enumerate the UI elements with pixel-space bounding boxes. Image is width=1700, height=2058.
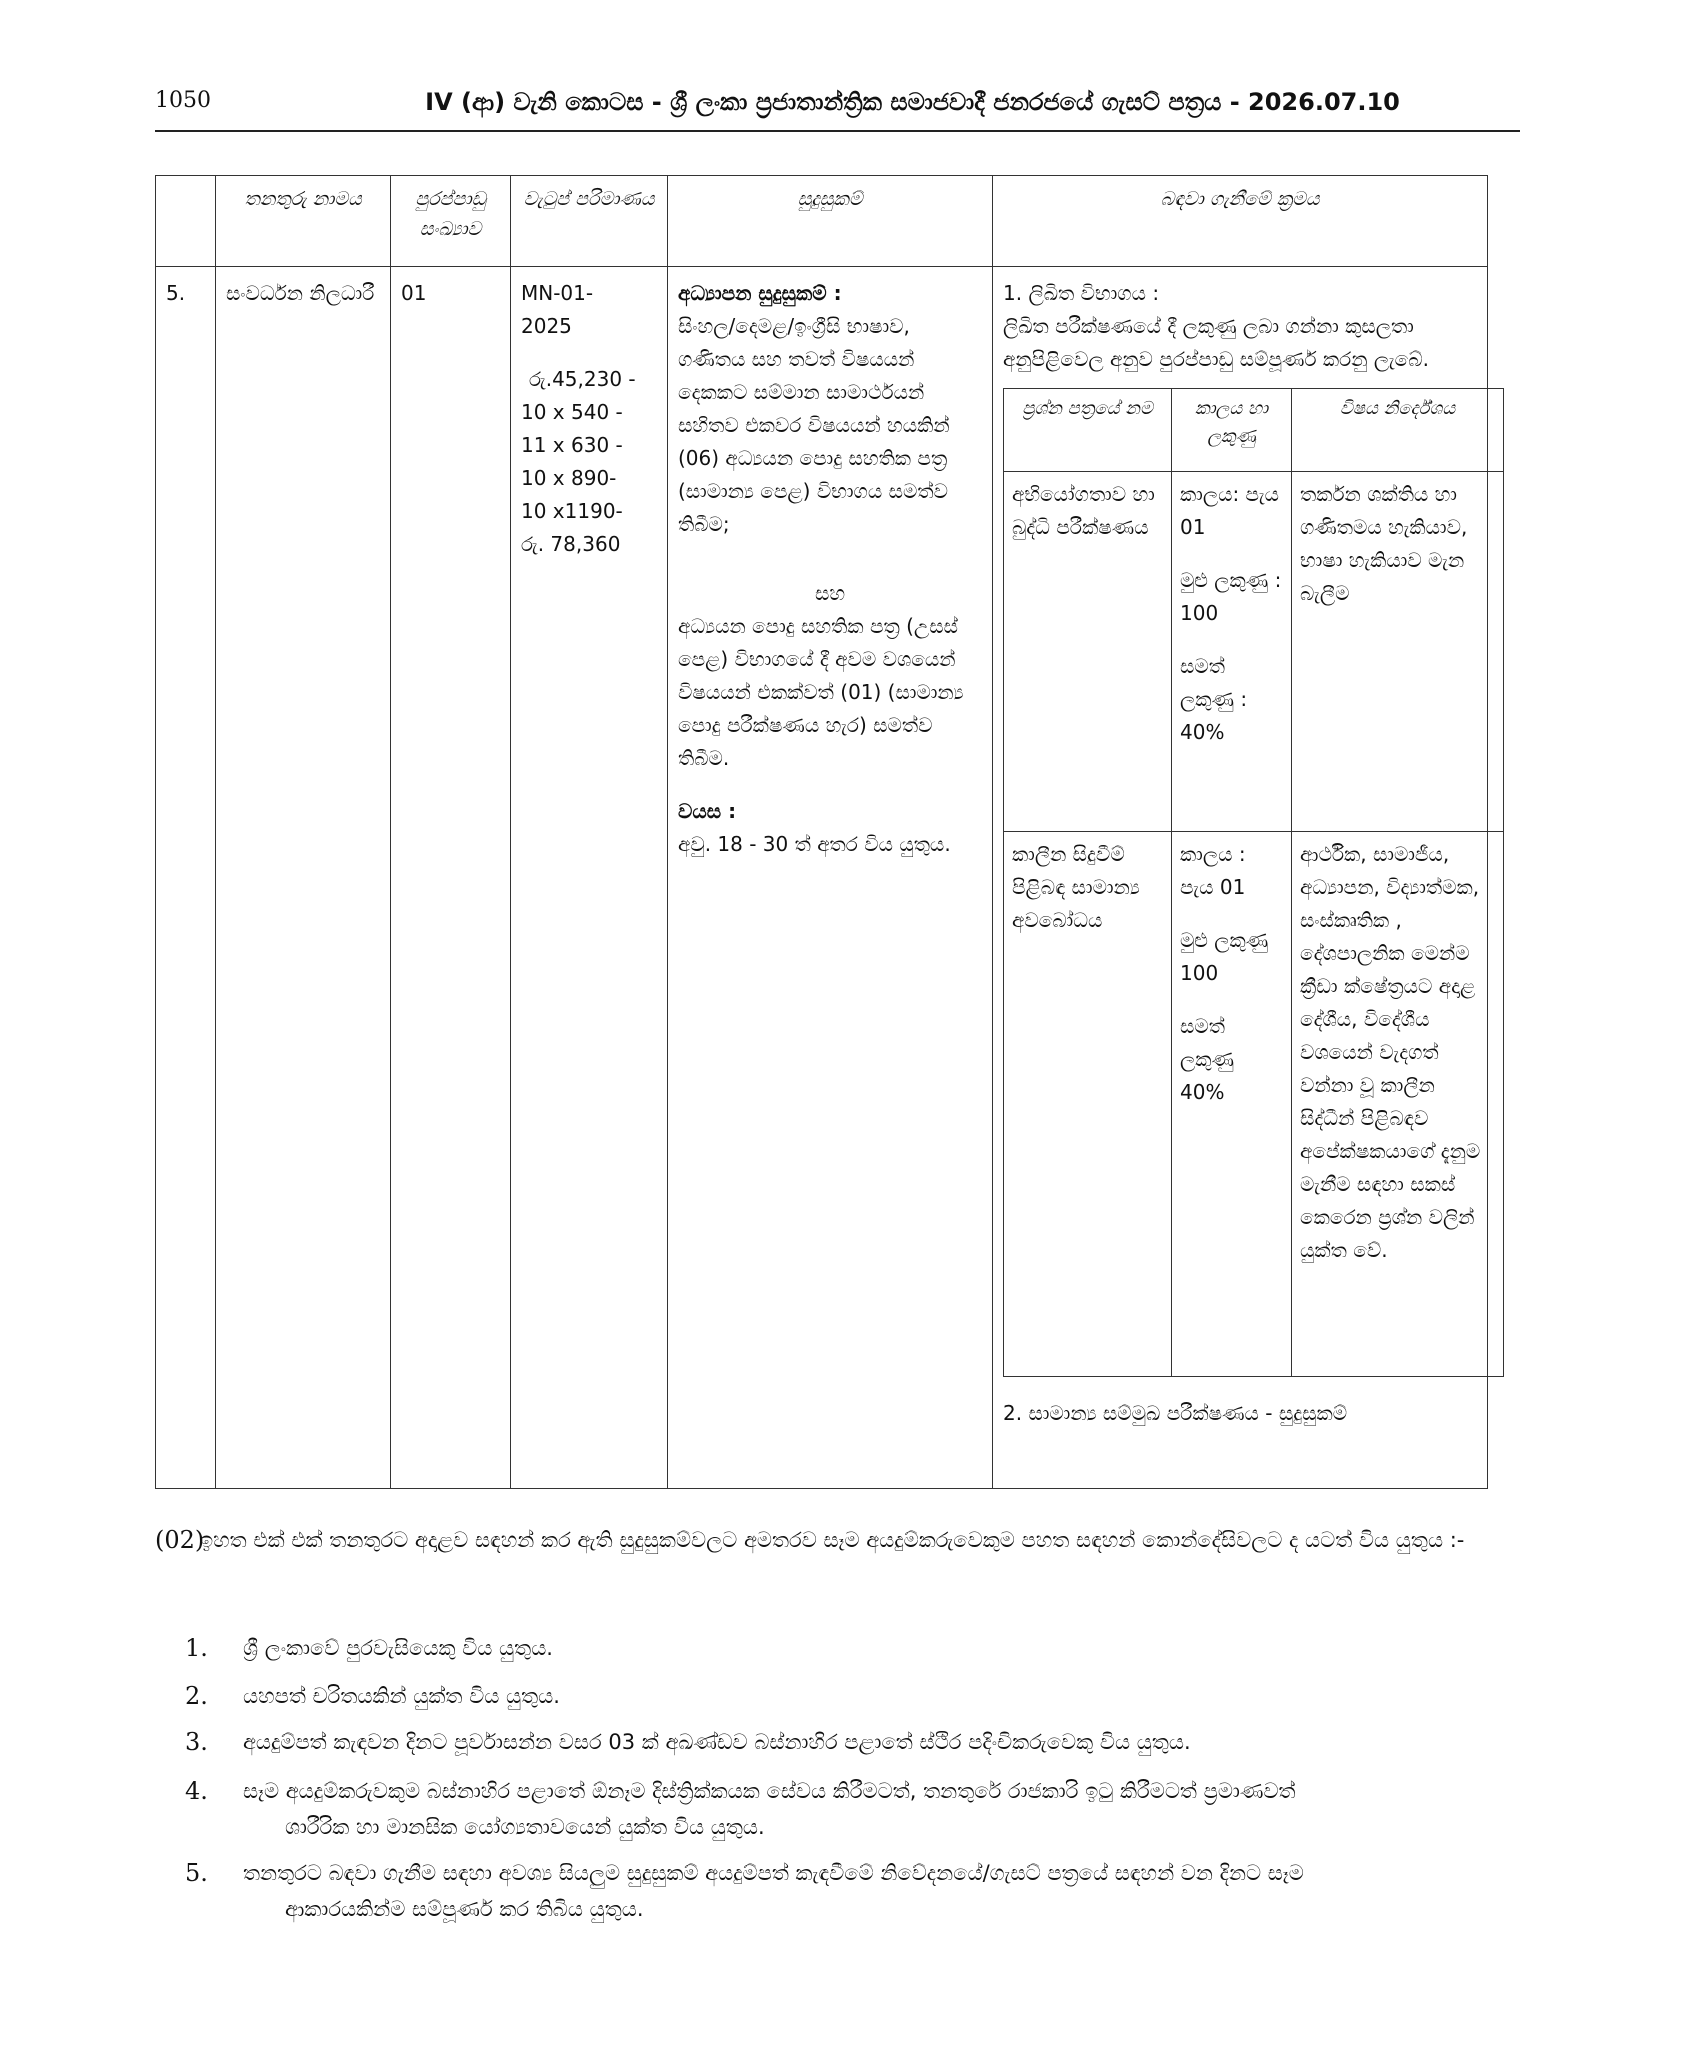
salary-code-line-1: MN-01-: [521, 281, 594, 305]
col-header-post: තනතුරු නාමය: [216, 176, 391, 267]
exam-header-row: [1004, 389, 1504, 472]
conditions-intro-text: ඉහත එක් එක් තනතුරට අදාළව සඳහන් කර ඇති සුදුසුකම්වලට අමතරව සෑම අයදුම්කරුවෙකුම පහත සඳහන් කොන්දේසිවලට ද යටත් විය යුතුය :-: [200, 1528, 1465, 1552]
exam-header-time-marks: කාලය හා ලකුණු: [1172, 389, 1292, 472]
salary-step-3: 11 x 630 -: [521, 433, 623, 457]
list-item-number: 4.: [185, 1777, 208, 1805]
exam-total-marks: මුළු ලකුණු 100: [1180, 928, 1269, 985]
vacancy-table: [155, 175, 1488, 1489]
exam-table: [1003, 388, 1504, 1377]
age-heading: වයස :: [678, 799, 737, 823]
col-header-recruitment-method: බඳවා ගැනීමේ ක්‍රමය: [993, 176, 1488, 267]
exam-pass-marks: සමත් ලකුණු : 40%: [1180, 654, 1248, 744]
list-item: [185, 1724, 1525, 1760]
vacancy-count: 01: [391, 267, 511, 1489]
list-item-text: අයදුම්පත් කැඳවන දිනට පූර්වාසන්න වසර 03 ක් අඛණ්ඩව බස්නාහිර පළාතේ ස්ථිර පදිංචිකරුවෙකු විය යුතුය.: [243, 1730, 1191, 1754]
col-header-number: [156, 176, 216, 267]
exam-syllabus: ආර්ථික, සාමාජීය, අධ්‍යාපන, විද්‍යාත්මක, සංස්කෘතික , දේශපාලනික මෙන්ම ක්‍රීඩා ක්ෂේත්‍රයට අදාළ දේශීය, විදේශීය වශයෙන් වැදගත් වන්නා වූ කාලීන සිද්ධීන් පිළිබඳව අපේක්ෂකයාගේ දැනුම මැනීම සඳහා සකස් කෙරෙන ප්‍රශ්න වලින් යුක්ත වේ.: [1292, 832, 1504, 1377]
table-header-row: [156, 176, 1488, 267]
gazette-title: IV (ආ) වැනි කොටස - ශ්‍රී ලංකා ප්‍රජාතාන්ත්‍රික සමාජවාදී ජනරජයේ ගැසට් පත්‍රය - 2026.07.10: [425, 88, 1400, 116]
exam-duration: කාලය : පැය 01: [1180, 842, 1246, 899]
exam-paper-name: කාලීන සිදුවීම් පිළිබඳ සාමාන්‍ය අවබෝධය: [1004, 832, 1172, 1377]
exam-total-marks: මුළු ලකුණු : 100: [1180, 568, 1282, 625]
row-number: 5.: [156, 267, 216, 1489]
exam-row: [1004, 832, 1504, 1377]
interview-title: 2. සාමාන්‍ය සම්මුඛ පරීක්ෂණය - සුදුසුකම්: [1003, 1401, 1348, 1425]
exam-row: [1004, 472, 1504, 832]
recruitment-method-cell: [993, 267, 1488, 1489]
conditions-intro: [155, 1523, 1525, 1557]
list-item-number: 5.: [185, 1859, 208, 1887]
salary-step-4: 10 x 890-: [521, 466, 617, 490]
and-connector: සහ: [814, 581, 846, 605]
page-number: 1050: [155, 88, 211, 113]
exam-duration: කාලය: පැය 01: [1180, 482, 1280, 539]
salary-step-5: 10 x1190-: [521, 499, 623, 523]
education-al-requirement: අධ්‍යයන පොදු සහතික පත්‍ර (උසස් පෙළ) විභාගයේ දී අවම වශයෙන් විෂයයන් එකක්වත් (01) (සාමාන්‍ය පොදු පරීක්ෂණය හැර) සමත්ව තිබීම.: [678, 614, 964, 770]
list-item-text-continued: ශාරීරික හා මානසික යෝග්‍යතාවයෙන් යුක්ත විය යුතුය.: [285, 1815, 765, 1839]
age-requirement: අවු. 18 - 30 ත් අතර විය යුතුය.: [678, 832, 951, 856]
salary-step-2: 10 x 540 -: [521, 400, 623, 424]
list-item-number: 2.: [185, 1682, 208, 1710]
list-item-text: සෑම අයදුම්කරුවකුම බස්නාහිර පළාතේ ඕනෑම දිස්ත්‍රික්කයක සේවය කිරීමටත්, තනතුරේ රාජකාරි ඉටු කිරීමටත් ප්‍රමාණවත්: [243, 1779, 1296, 1803]
exam-header-syllabus: විෂය නිර්දේශය: [1292, 389, 1504, 472]
list-item: [185, 1678, 1525, 1714]
written-exam-title: 1. ලිඛිත විභාගය :: [1003, 281, 1160, 305]
col-header-salary: වැටුප් පරිමාණය: [511, 176, 668, 267]
exam-pass-marks: සමත් ලකුණු 40%: [1180, 1014, 1234, 1104]
conditions-label: (02): [155, 1526, 205, 1554]
post-name: සංවර්ධන නිලධාරී: [216, 267, 391, 1489]
exam-time-marks: [1172, 472, 1292, 832]
written-exam-description: ලිඛිත පරීක්ෂණයේ දී ලකුණු ලබා ගන්නා කුසලතා අනුපිළිවෙල අනුව පුරප්පාඩු සම්පූර්ණ කරනු ලැබේ.: [1003, 314, 1429, 371]
col-header-vacancies: පුරප්පාඩු සංඛ්‍යාව: [391, 176, 511, 267]
list-item: [185, 1773, 1525, 1845]
exam-time-marks: [1172, 832, 1292, 1377]
salary-step-6: රු. 78,360: [521, 532, 621, 556]
list-item: [185, 1630, 1525, 1666]
salary-code-line-2: 2025: [521, 314, 572, 338]
list-item: [185, 1855, 1525, 1927]
qualifications-cell: [668, 267, 993, 1489]
education-heading: අධ්‍යාපන සුදුසුකම් :: [678, 281, 842, 305]
exam-paper-name: අභියෝගතාව හා බුද්ධි පරීක්ෂණය: [1004, 472, 1172, 832]
exam-header-paper: ප්‍රශ්න පත්‍රයේ නම: [1004, 389, 1172, 472]
list-item-text: ශ්‍රී ලංකාවේ පුරවැසියෙකු විය යුතුය.: [243, 1636, 553, 1660]
salary-step-1: රු.45,230 -: [529, 367, 636, 391]
table-row: [156, 267, 1488, 1489]
list-item-text: යහපත් චරිතයකින් යුක්ත විය යුතුය.: [243, 1684, 560, 1708]
list-item-text: තනතුරට බඳවා ගැනීම සඳහා අවශ්‍ය සියලුම සුදුසුකම් අයදුම්පත් කැඳවීමේ නිවේදනයේ/ගැසට් පත්‍රයේ සඳහන් වන දිනට සෑම: [243, 1861, 1304, 1885]
education-ol-requirement: සිංහල/දෙමළ/ඉංග්‍රීසි භාෂාව, ගණිතය සහ තවත් විෂයයන් දෙකකට සම්මාන සාමාර්ථයන් සහිතව එකවර විෂයයන් හයකින් (06) අධ්‍යයන පොදු සහතික පත්‍ර (සාමාන්‍ය පෙළ) විභාගය සමත්ව තිබීම;: [678, 314, 950, 536]
exam-syllabus: තර්කන ශක්තිය හා ගණිතමය හැකියාව, භාෂා හැකියාව මැන බැලීම: [1292, 472, 1504, 832]
page-header: [155, 88, 1520, 132]
col-header-qualifications: සුදුසුකම්: [668, 176, 993, 267]
list-item-number: 3.: [185, 1728, 208, 1756]
salary-scale: [511, 267, 668, 1489]
list-item-text-continued: ආකාරයකින්ම සම්පූර්ණ කර තිබිය යුතුය.: [285, 1897, 644, 1921]
list-item-number: 1.: [185, 1634, 208, 1662]
